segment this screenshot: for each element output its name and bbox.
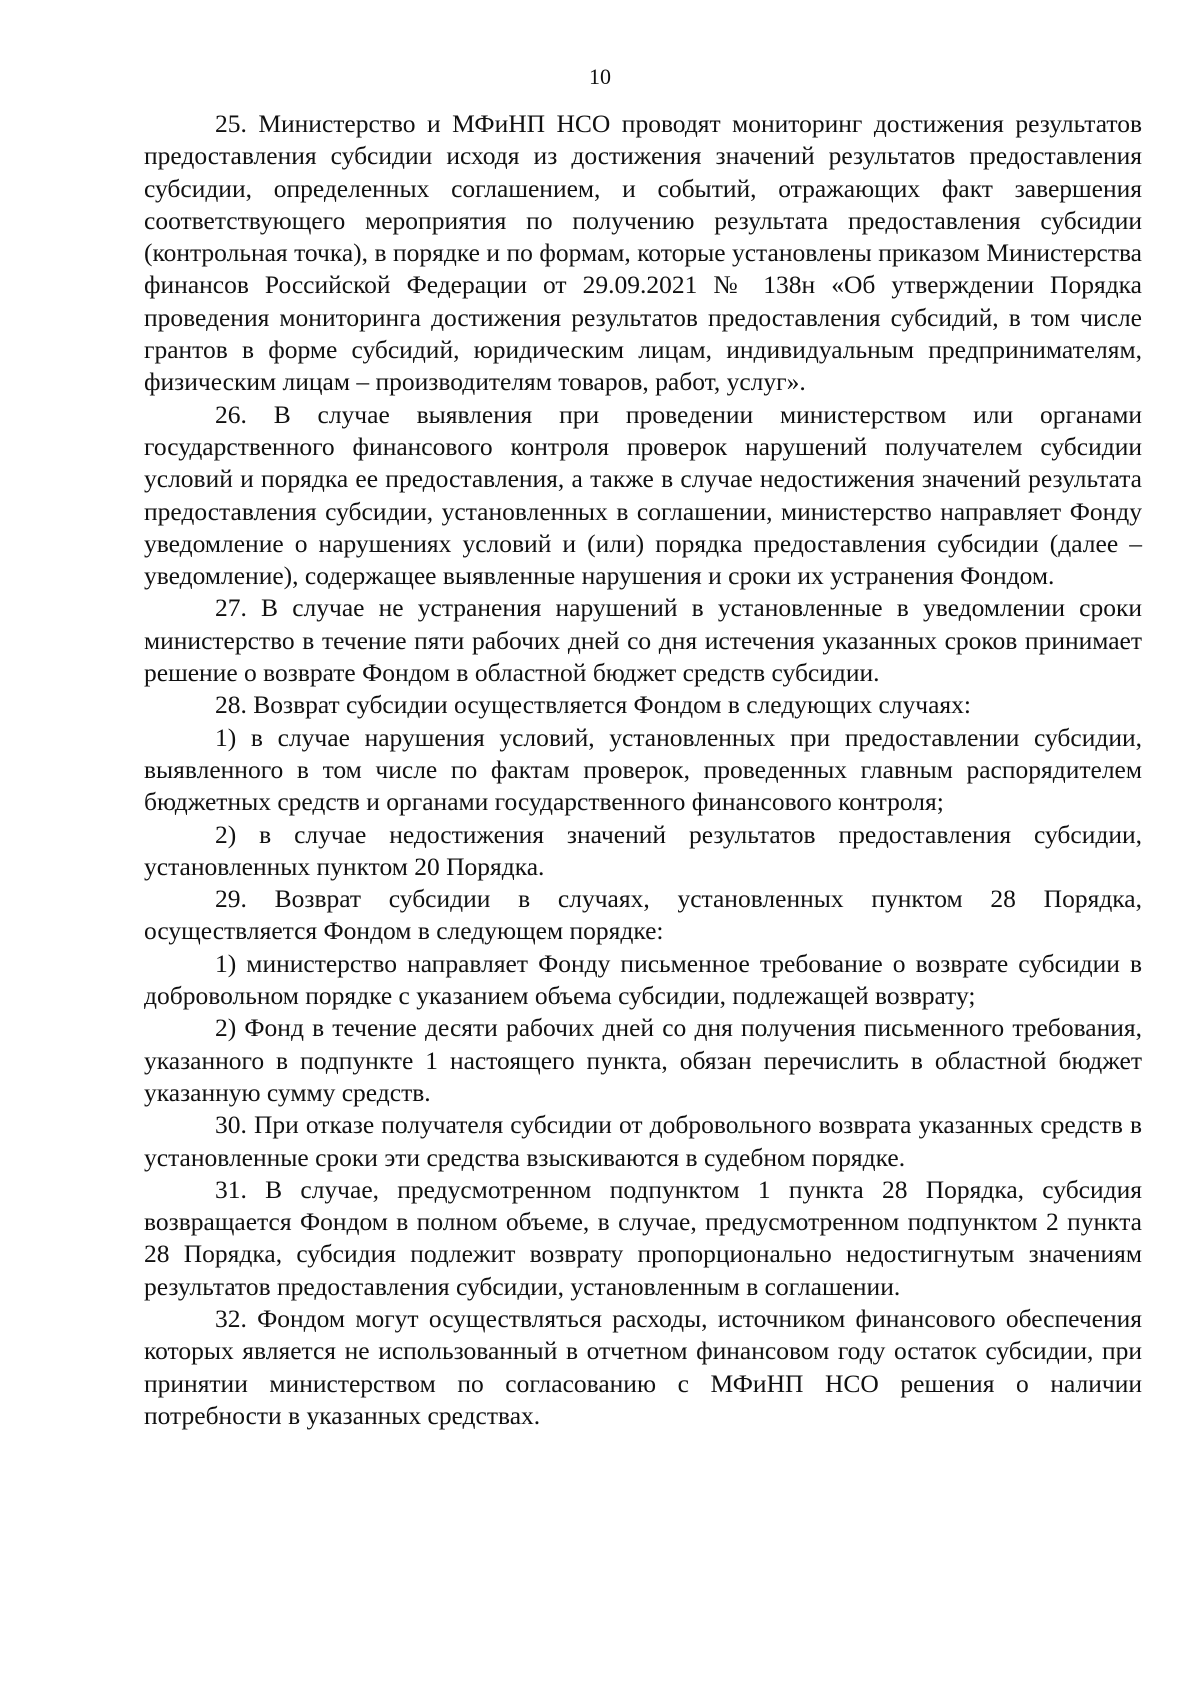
paragraph-29: 29. Возврат субсидии в случаях, установленных пунктом 28 Порядка, осуществляется Фондом в следующем порядке:	[144, 884, 1142, 946]
page-number: 10	[589, 64, 611, 89]
paragraph-25: 25. Министерство и МФиНП НСО проводят мониторинг достижения результатов предоставления субсидии исходя из достижения значений результатов предоставления субсидии, определенных соглашением, и событий, отражающих факт завершения соответствующего мероприятия по получению результата предоставления субсидии (контрольная точка), в порядке и по формам, которые установлены приказом Министерства финансов Российской Федерации от 29.09.2021 № 138н «Об утверждении Порядка проведения мониторинга достижения результатов предоставления субсидий, в том числе грантов в форме субсидий, юридическим лицам, индивидуальным предпринимателям, физическим лицам – производителям товаров, работ, услуг».	[144, 109, 1142, 397]
paragraph-27: 27. В случае не устранения нарушений в установленные в уведомлении сроки министерство в течение пяти рабочих дней со дня истечения указанных сроков принимает решение о возврате Фондом в областной бюджет средств субсидии.	[144, 593, 1142, 688]
paragraph-32: 32. Фондом могут осуществляться расходы, источником финансового обеспечения которых является не использованный в отчетном финансовом году остаток субсидии, при принятии министерством по согласованию с МФиНП НСО решения о наличии потребности в указанных средствах.	[144, 1303, 1142, 1430]
paragraph-29-item-1: 1) министерство направляет Фонду письменное требование о возврате субсидии в добровольном порядке с указанием объема субсидии, подлежащей возврату;	[144, 948, 1142, 1011]
document-body	[144, 108, 1142, 1432]
paragraph-31: 31. В случае, предусмотренном подпунктом 1 пункта 28 Порядка, субсидия возвращается Фондом в полном объеме, в случае, предусмотренном подпунктом 2 пункта 28 Порядка, субсидия подлежит возврату пропорционально недостигнутым значениям результатов предоставления субсидии, установленным в соглашении.	[144, 1174, 1142, 1301]
paragraph-29-item-2: 2) Фонд в течение десяти рабочих дней со дня получения письменного требования, указанного в подпункте 1 настоящего пункта, обязан перечислить в областной бюджет указанную сумму средств.	[144, 1013, 1142, 1107]
paragraph-28-item-1: 1) в случае нарушения условий, установленных при предоставлении субсидии, выявленного в том числе по фактам проверок, проведенных главным распорядителем бюджетных средств и органами государственного финансового контроля;	[144, 722, 1142, 817]
paragraph-26: 26. В случае выявления при проведении министерством или органами государственного финансового контроля проверок нарушений получателем субсидии условий и порядка ее предоставления, а также в случае недостижения значений результата предоставления субсидии, установленных в соглашении, министерство направляет Фонду уведомление о нарушениях условий и (или) порядка предоставления субсидии (далее – уведомление), содержащее выявленные нарушения и сроки их устранения Фондом.	[144, 399, 1142, 591]
paragraph-30: 30. При отказе получателя субсидии от добровольного возврата указанных средств в установленные сроки эти средства взыскиваются в судебном порядке.	[144, 1110, 1142, 1172]
paragraph-28: 28. Возврат субсидии осуществляется Фондом в следующих случаях:	[215, 690, 971, 720]
paragraph-28-item-2: 2) в случае недостижения значений результатов предоставления субсидии, установленных пунктом 20 Порядка.	[144, 819, 1142, 881]
